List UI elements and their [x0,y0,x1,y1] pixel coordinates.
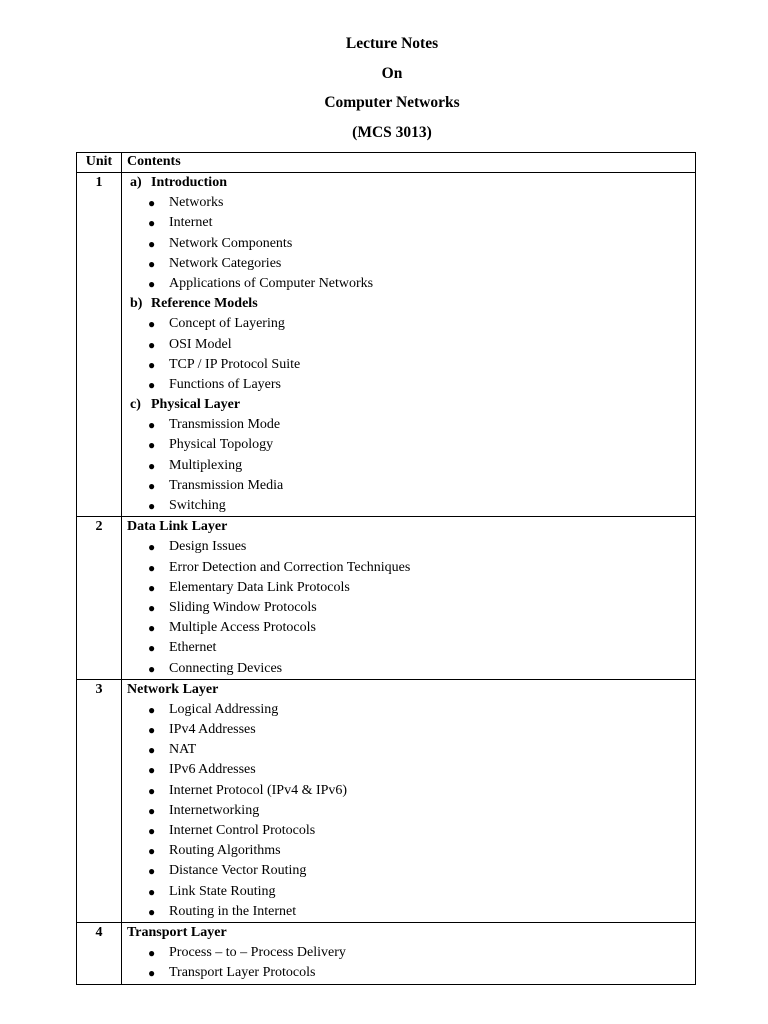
section-letter: a) [130,175,142,190]
bullet-icon: ● [148,357,156,372]
topic-item [127,618,695,638]
bullet-icon: ● [148,824,156,838]
topic-item [127,598,695,618]
topic-item [127,882,695,902]
bullet-icon: ● [148,884,156,899]
topic-text: Ethernet [169,640,217,656]
bullet-icon: ● [148,580,156,595]
section-heading [127,680,695,700]
title-line: Computer Networks [324,94,460,111]
topic-text: Process – to – Process Delivery [169,945,346,961]
unit-contents-cell [122,679,696,922]
topic-text: Internet Control Protocols [169,823,316,838]
topic-item [127,943,695,963]
section-heading-text: Reference Models [151,296,258,312]
topic-text: Transport Layer Protocols [169,965,316,981]
syllabus-table [76,152,696,985]
topic-text: Functions of Layers [169,376,281,392]
topic-item [127,963,695,983]
topic-item [127,578,695,598]
section-heading-text: Network Layer [127,681,219,697]
contents-column-header: Contents [122,153,696,173]
topic-item [127,760,695,780]
bullet-icon: ● [148,803,156,818]
topic-text: Error Detection and Correction Techniques [169,559,411,575]
topic-list [127,537,695,678]
section-heading [127,173,695,193]
unit-number-cell [77,173,122,517]
title-line: Lecture Notes [345,35,439,52]
unit-column-header: Unit [77,153,122,173]
bullet-icon: ● [148,256,156,271]
topic-text: Routing in the Internet [169,903,297,919]
section-letter: b) [130,296,143,312]
section-heading [127,294,695,314]
bullet-icon: ● [148,763,156,778]
bullet-icon: ● [148,723,156,738]
topic-item [127,193,695,213]
bullet-icon: ● [148,540,156,555]
topic-text: Multiplexing [169,457,243,473]
bullet-icon: ● [148,783,156,798]
topic-item [127,335,695,355]
bullet-icon: ● [148,236,156,251]
topic-text: Transmission Media [169,477,284,493]
unit-number: 2 [95,519,103,535]
table-header-row [77,153,696,173]
topic-item [127,254,695,274]
topic-item [127,861,695,881]
unit-row [77,173,696,517]
bullet-icon: ● [148,499,156,513]
topic-text: IPv6 Addresses [169,762,256,778]
topic-item [127,355,695,375]
topic-item [127,841,695,861]
topic-text: Elementary Data Link Protocols [169,579,350,595]
bullet-icon: ● [148,600,156,615]
topic-item [127,476,695,496]
section-heading [127,395,695,415]
topic-text: IPv4 Addresses [169,722,256,738]
topic-item [127,740,695,760]
topic-list [127,415,695,516]
section-heading [127,517,695,537]
topic-text: Connecting Devices [169,660,283,676]
topic-text: Routing Algorithms [169,843,281,859]
title-line: (MCS 3013) [352,123,432,141]
topic-item [127,558,695,578]
bullet-icon: ● [148,438,156,453]
bullet-icon: ● [148,276,156,291]
bullet-icon: ● [148,478,156,493]
bullet-icon: ● [148,337,156,352]
bullet-icon: ● [148,458,156,473]
bullet-icon: ● [148,641,156,656]
topic-item [127,415,695,435]
bullet-icon: ● [148,844,156,859]
topic-item [127,659,695,679]
topic-item [127,821,695,841]
topic-item [127,314,695,334]
bullet-icon: ● [148,216,156,231]
bullet-icon: ● [148,621,156,636]
topic-text: Sliding Window Protocols [169,599,317,615]
topic-text: Internet [169,215,213,231]
unit-number-cell [77,517,122,680]
topic-item [127,435,695,455]
bullet-icon: ● [148,418,156,433]
bullet-icon: ● [148,377,156,392]
topic-text: Design Issues [169,539,247,555]
topic-item [127,700,695,720]
bullet-icon: ● [148,864,156,879]
section-heading-text: Transport Layer [127,924,227,940]
unit-number: 1 [95,175,103,190]
section-heading-text: Physical Layer [151,397,241,413]
topic-text: Network Components [169,235,293,251]
topic-list [127,943,695,983]
topic-text: Networks [169,195,224,211]
topic-item [127,274,695,294]
topic-text: Multiple Access Protocols [169,620,316,636]
unit-number: 4 [95,924,103,940]
topic-text: TCP / IP Protocol Suite [169,356,301,372]
bullet-icon: ● [148,743,156,758]
topic-item [127,781,695,801]
section-heading [127,923,695,943]
topic-text: Network Categories [169,255,282,271]
topic-item [127,234,695,254]
unit-number-cell [77,679,122,922]
topic-list [127,700,695,922]
bullet-icon: ● [148,196,156,211]
unit-row [77,922,696,984]
unit-row [77,517,696,680]
unit-number: 3 [95,681,103,697]
unit-number-cell [77,922,122,984]
topic-item [127,375,695,395]
topic-text: Internet Protocol (IPv4 & IPv6) [169,782,348,798]
unit-contents-cell [122,173,696,517]
topic-text: NAT [169,742,197,758]
topic-item [127,720,695,740]
topic-text: OSI Model [169,336,232,352]
section-heading-text: Data Link Layer [127,519,228,535]
topic-text: Applications of Computer Networks [169,275,374,291]
bullet-icon: ● [148,661,156,676]
unit-contents-cell [122,922,696,984]
topic-text: Concept of Layering [169,316,285,332]
topic-text: Logical Addressing [169,701,279,717]
bullet-icon: ● [148,904,156,919]
bullet-icon: ● [148,702,156,717]
topic-item [127,902,695,922]
topic-text: Physical Topology [169,437,274,453]
topic-text: Internetworking [169,802,260,818]
section-letter: c) [130,397,141,413]
unit-row [77,679,696,922]
unit-contents-cell [122,517,696,680]
topic-list [127,314,695,395]
topic-item [127,801,695,821]
topic-text: Transmission Mode [169,417,281,433]
bullet-icon: ● [148,560,156,575]
bullet-icon: ● [148,946,156,961]
topic-item [127,213,695,233]
topic-list [127,193,695,294]
topic-item [127,537,695,557]
topic-item [127,638,695,658]
topic-item [127,496,695,516]
section-heading-text: Introduction [151,175,227,190]
document-title [0,33,768,151]
topic-text: Link State Routing [169,883,276,899]
bullet-icon: ● [148,966,156,981]
bullet-icon: ● [148,317,156,332]
topic-text: Switching [169,498,226,513]
topic-item [127,456,695,476]
topic-text: Distance Vector Routing [169,863,307,879]
title-line: On [381,64,403,82]
